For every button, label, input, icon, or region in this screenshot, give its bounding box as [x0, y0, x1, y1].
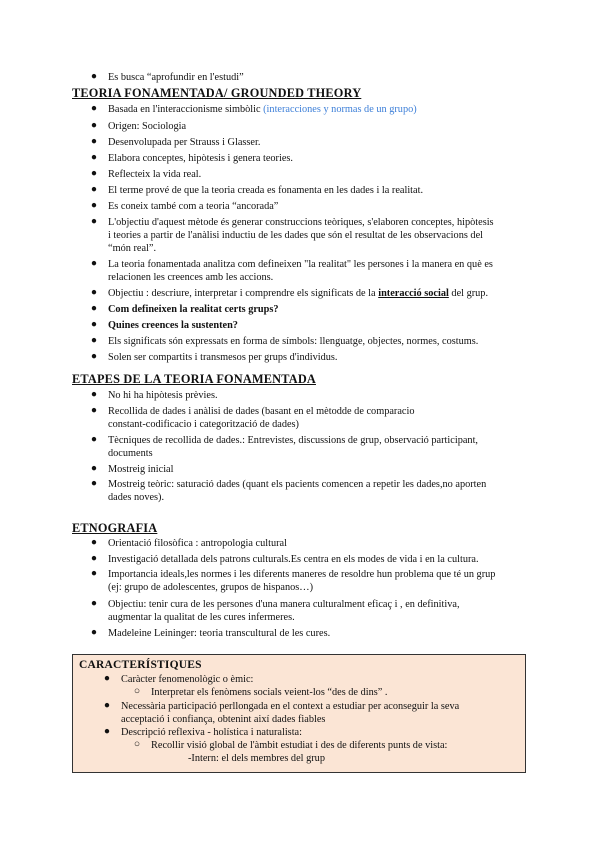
- list-item-line: Recollida de dades i anàlisi de dades (basant en el mètodde de comparacio: [108, 406, 415, 417]
- question-item: Com defineixen la realitat certs grups?: [108, 304, 279, 315]
- list-item-line: augmentar la qualitat de les cures infermeres.: [108, 612, 295, 623]
- list-item-line: Importancia ideals,les normes i les diferents maneres de resoldre hun problema que té un grup: [108, 569, 496, 580]
- bullet-icon: ●: [90, 216, 98, 227]
- list-item: Investigació detallada dels patrons culturals.Es centra en els modes de vida i en la cultura.: [108, 554, 479, 565]
- bullet-icon: ●: [90, 389, 98, 400]
- bullet-icon: ●: [90, 335, 98, 346]
- bullet-icon: ●: [90, 120, 98, 131]
- list-item: Caràcter fenomenològic o èmic:: [121, 674, 254, 685]
- list-item-line: dades noves).: [108, 492, 165, 503]
- list-item: Objectiu : descriure, interpretar i comprendre els significats de la interacció social del grup.: [108, 288, 489, 299]
- list-item-line: constant-codificacio i categorització de dades): [108, 419, 299, 430]
- list-item: Reflecteix la vida real.: [108, 169, 202, 180]
- list-item-line: Mostreig teòric: saturació dades (quant els pacients comencen a repetir les dades,no aporten: [108, 479, 487, 490]
- bullet-icon: ●: [90, 351, 98, 362]
- list-item-line: relacionen les creences amb les accions.: [108, 272, 274, 283]
- list-item: Madeleine Leininger: teoria transcultural de les cures.: [108, 628, 331, 639]
- sub-list-item-detail: -Intern: el dels membres del grup: [188, 753, 325, 764]
- list-item: Els significats són expressats en forma de símbols: llenguatge, objectes, normes, costums.: [108, 336, 479, 347]
- section-title-grounded-theory: TEORIA FONAMENTADA/ GROUNDED THEORY: [72, 86, 362, 100]
- bullet-icon: ●: [90, 200, 98, 211]
- bullet-icon: ●: [103, 673, 111, 684]
- sub-bullet-icon: ○: [133, 686, 141, 697]
- key-term: interacció social: [378, 288, 449, 299]
- bullet-icon: ●: [90, 258, 98, 269]
- bullet-icon: ●: [90, 136, 98, 147]
- list-item: Desenvolupada per Strauss i Glasser.: [108, 137, 261, 148]
- list-item-line: Necessària participació perllongada en el context a estudiar per aconseguir la seva: [121, 701, 460, 712]
- bullet-icon: ●: [90, 287, 98, 298]
- bullet-icon: ●: [90, 537, 98, 548]
- bullet-icon: ●: [90, 568, 98, 579]
- list-item: Elabora conceptes, hipòtesis i genera teories.: [108, 153, 293, 164]
- list-item-line: “món real”.: [108, 243, 157, 254]
- bullet-icon: ●: [90, 405, 98, 416]
- bullet-icon: ●: [103, 726, 111, 737]
- list-item: Origen: Sociologia: [108, 121, 187, 132]
- list-item: Orientació filosòfica : antropologia cultural: [108, 538, 287, 549]
- bullet-icon: ●: [90, 553, 98, 564]
- list-item-line: Tècniques de recollida de dades.: Entrevistes, discussions de grup, observació participant,: [108, 435, 479, 446]
- sub-bullet-icon: ○: [133, 739, 141, 750]
- bullet-icon: ●: [90, 319, 98, 330]
- bullet-icon: ●: [90, 71, 98, 82]
- bullet-icon: ●: [90, 152, 98, 163]
- bullet-icon: ●: [90, 434, 98, 445]
- bullet-icon: ●: [90, 478, 98, 489]
- list-item-line: i teories a partir de l'anàlisi inductiu de les dades que són el resultat de les observacions del: [108, 230, 484, 241]
- note-text: (interacciones y normas de un grupo): [263, 104, 417, 115]
- box-title: CARACTERÍSTIQUES: [79, 659, 202, 671]
- list-item: Es coneix també com a teoria “ancorada”: [108, 201, 279, 212]
- list-item-line: documents: [108, 448, 153, 459]
- list-item: Descripció reflexiva - holística i naturalista:: [121, 727, 302, 738]
- intro-bullet: Es busca “aprofundir en l'estudi”: [108, 72, 244, 83]
- list-item-line: Objectiu: tenir cura de les persones d'una manera culturalment eficaç i , en definitiva,: [108, 599, 460, 610]
- section-title-ethnography: ETNOGRAFIA: [72, 521, 158, 535]
- bullet-icon: ●: [90, 463, 98, 474]
- list-item-line: La teoria fonamentada analitza com defineixen "la realitat" les persones i la manera en què es: [108, 259, 493, 270]
- bullet-icon: ●: [103, 700, 111, 711]
- list-item: Solen ser compartits i transmesos per grups d'individus.: [108, 352, 338, 363]
- bullet-icon: ●: [90, 184, 98, 195]
- bullet-icon: ●: [90, 303, 98, 314]
- bullet-icon: ●: [90, 627, 98, 638]
- list-item-line: acceptació i confiança, obtenint així dades fiables: [121, 714, 326, 725]
- bullet-icon: ●: [90, 598, 98, 609]
- section-title-stages: ETAPES DE LA TEORIA FONAMENTADA: [72, 372, 316, 386]
- sub-list-item: Recollir visió global de l'àmbit estudiat i des de diferents punts de vista:: [151, 740, 448, 751]
- question-item: Quines creences la sustenten?: [108, 320, 238, 331]
- bullet-icon: ●: [90, 168, 98, 179]
- list-item-line: (ej: grupo de adolescentes, grupos de hispanos…): [108, 582, 314, 593]
- list-item-line: L'objectiu d'aquest mètode és generar construccions teòriques, s'elaboren conceptes, hipòtesis: [108, 217, 494, 228]
- bullet-icon: ●: [90, 103, 98, 114]
- list-item: No hi ha hipòtesis prèvies.: [108, 390, 218, 401]
- sub-list-item: Interpretar els fenòmens socials veient-los “des de dins” .: [151, 687, 388, 698]
- characteristics-box: [72, 654, 526, 773]
- list-item: Basada en l'interaccionisme simbòlic (interacciones y normas de un grupo): [108, 104, 417, 115]
- list-item: El terme prové de que la teoria creada es fonamenta en les dades i la realitat.: [108, 185, 424, 196]
- list-item: Mostreig inicial: [108, 464, 174, 475]
